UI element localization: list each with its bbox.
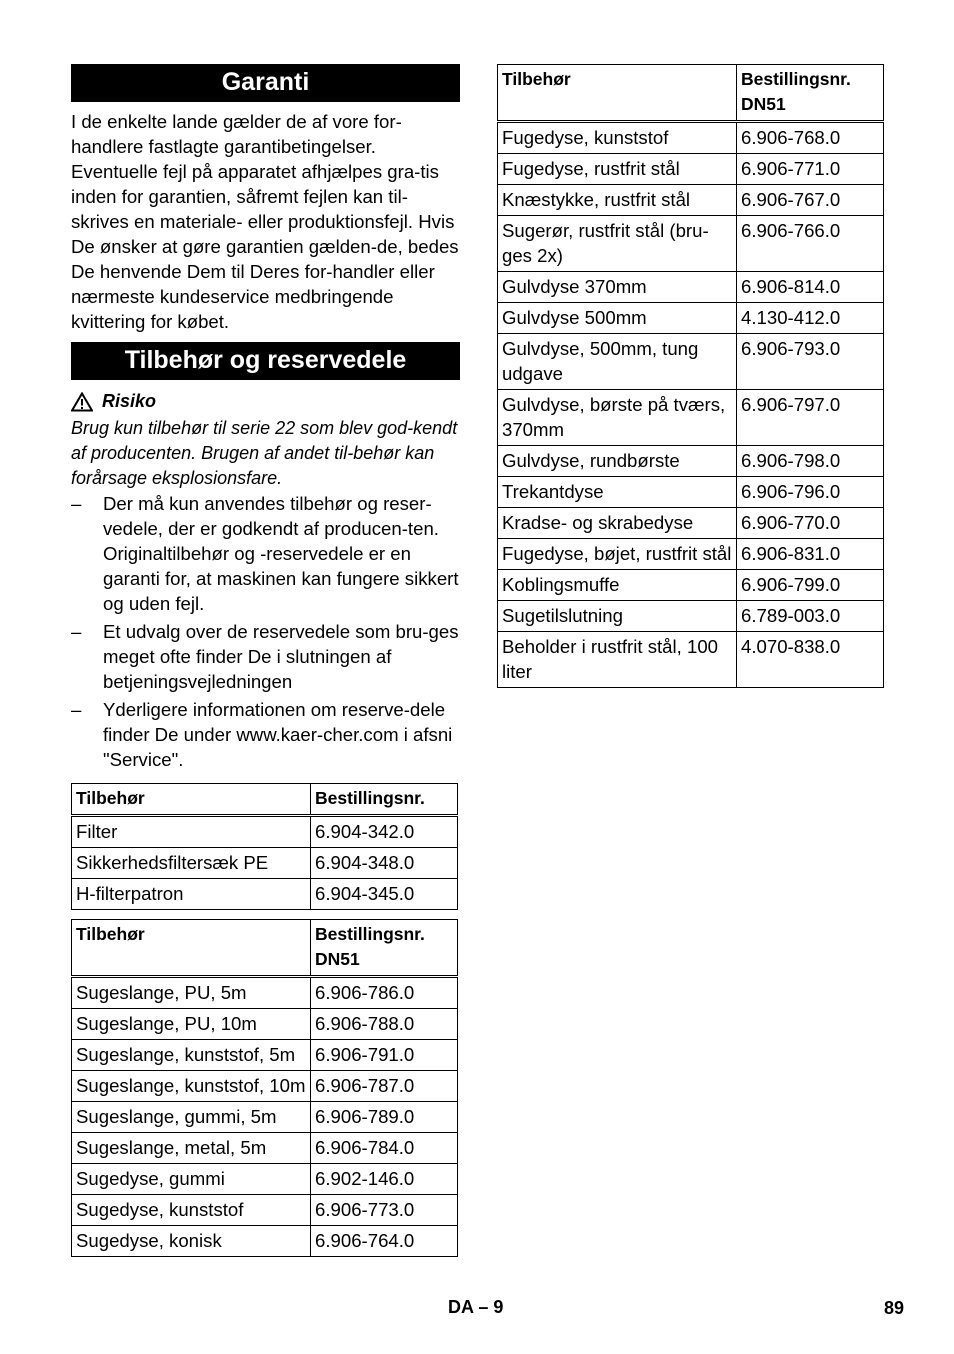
cell-accessory: Fugedyse, kunststof — [498, 122, 737, 154]
cell-order-number: 6.904-348.0 — [311, 848, 458, 879]
language-page-label: DA – 9 — [448, 1297, 504, 1317]
cell-order-number: 6.904-342.0 — [311, 816, 458, 848]
cell-order-number: 6.906-788.0 — [311, 1009, 458, 1040]
tilbehor-heading: Tilbehør og reservedele — [71, 342, 460, 380]
cell-order-number: 6.906-797.0 — [737, 390, 884, 446]
cell-accessory: Sugedyse, gummi — [72, 1164, 311, 1195]
table-row — [72, 1226, 458, 1257]
cell-accessory: Knæstykke, rustfrit stål — [498, 185, 737, 216]
cell-accessory: Fugedyse, bøjet, rustfrit stål — [498, 539, 737, 570]
right-column — [497, 64, 884, 688]
bullet-text: Et udvalg over de reservedele som bru-ges meget ofte finder De i slutningen af betjeningsvejledningen — [103, 621, 459, 692]
table-row — [498, 539, 884, 570]
cell-accessory: Sugedyse, konisk — [72, 1226, 311, 1257]
cell-order-number: 6.906-799.0 — [737, 570, 884, 601]
table-header-order-number: Bestillingsnr. DN51 — [311, 920, 458, 977]
table-row — [72, 1164, 458, 1195]
cell-accessory: Sugeslange, kunststof, 10m — [72, 1071, 311, 1102]
table-header-accessory: Tilbehør — [72, 784, 311, 816]
table-row — [498, 154, 884, 185]
cell-order-number: 6.906-793.0 — [737, 334, 884, 390]
table-row — [498, 122, 884, 154]
table-row — [498, 508, 884, 539]
cell-order-number: 4.130-412.0 — [737, 303, 884, 334]
risk-title-row — [71, 389, 460, 414]
cell-accessory: Fugedyse, rustfrit stål — [498, 154, 737, 185]
cell-accessory: Sugetilslutning — [498, 601, 737, 632]
cell-order-number: 6.902-146.0 — [311, 1164, 458, 1195]
table-row — [72, 848, 458, 879]
cell-accessory: Koblingsmuffe — [498, 570, 737, 601]
table-header-accessory: Tilbehør — [498, 65, 737, 122]
table-header-order-number: Bestillingsnr. DN51 — [737, 65, 884, 122]
cell-accessory: Filter — [72, 816, 311, 848]
list-item — [71, 491, 460, 616]
dash-marker: – — [71, 699, 82, 720]
cell-accessory: Gulvdyse 370mm — [498, 272, 737, 303]
table-row — [498, 272, 884, 303]
accessory-table-filters — [71, 783, 458, 910]
cell-accessory: H-filterpatron — [72, 879, 311, 910]
cell-accessory: Sugeslange, gummi, 5m — [72, 1102, 311, 1133]
table-row — [498, 477, 884, 508]
cell-accessory: Gulvdyse, rundbørste — [498, 446, 737, 477]
table-header-order-number: Bestillingsnr. — [311, 784, 458, 816]
cell-accessory: Sugeslange, PU, 10m — [72, 1009, 311, 1040]
table-row — [498, 303, 884, 334]
cell-order-number: 4.070-838.0 — [737, 632, 884, 688]
cell-accessory: Gulvdyse 500mm — [498, 303, 737, 334]
table-row — [498, 390, 884, 446]
table-row — [72, 816, 458, 848]
cell-accessory: Sikkerhedsfiltersæk PE — [72, 848, 311, 879]
table-row — [498, 601, 884, 632]
cell-order-number: 6.906-784.0 — [311, 1133, 458, 1164]
dash-marker: – — [71, 621, 82, 642]
cell-accessory: Sugeslange, metal, 5m — [72, 1133, 311, 1164]
cell-order-number: 6.906-768.0 — [737, 122, 884, 154]
left-column — [71, 64, 460, 1257]
cell-order-number: 6.906-814.0 — [737, 272, 884, 303]
table-row — [498, 632, 884, 688]
cell-order-number: 6.906-796.0 — [737, 477, 884, 508]
table-row — [72, 1071, 458, 1102]
list-item — [71, 619, 460, 694]
table-row — [498, 446, 884, 477]
cell-order-number: 6.906-767.0 — [737, 185, 884, 216]
accessory-table-nozzles — [497, 64, 884, 688]
cell-order-number: 6.906-791.0 — [311, 1040, 458, 1071]
cell-order-number: 6.906-766.0 — [737, 216, 884, 272]
cell-order-number: 6.904-345.0 — [311, 879, 458, 910]
page-number: 89 — [884, 1298, 905, 1318]
table-row — [72, 1102, 458, 1133]
bullet-text: Yderligere informationen om reserve-dele finder De under www.kaer-cher.com i afsni "Service". — [103, 699, 453, 770]
table-row — [498, 185, 884, 216]
cell-accessory: Gulvdyse, 500mm, tung udgave — [498, 334, 737, 390]
table-row — [498, 216, 884, 272]
warning-triangle-icon — [71, 392, 93, 412]
accessory-table-hoses — [71, 919, 458, 1257]
dash-marker: – — [71, 493, 82, 514]
garanti-text: I de enkelte lande gælder de af vore for-handlere fastlagte garantibetingelser. Eventuelle fejl på apparatet afhjælpes gra-tis inden for garantien, såfremt fejlen kan til-skrives en materiale- eller produktionsfejl. Hvis De ønsker at gøre garantien gælden-de, bedes De henvende Dem til Deres for-handler eller nærmeste kundeservice medbringende kvittering for købet. — [71, 111, 459, 332]
garanti-heading: Garanti — [71, 64, 460, 102]
risk-title: Risiko — [102, 391, 157, 411]
cell-order-number: 6.906-770.0 — [737, 508, 884, 539]
cell-accessory: Sugerør, rustfrit stål (bru-ges 2x) — [498, 216, 737, 272]
cell-order-number: 6.906-831.0 — [737, 539, 884, 570]
table-row — [498, 334, 884, 390]
cell-order-number: 6.906-798.0 — [737, 446, 884, 477]
table-row — [72, 1133, 458, 1164]
cell-order-number: 6.906-773.0 — [311, 1195, 458, 1226]
table-row — [72, 1195, 458, 1226]
cell-order-number: 6.789-003.0 — [737, 601, 884, 632]
info-bullet-list — [71, 491, 460, 772]
list-item — [71, 697, 460, 772]
table-row — [72, 1040, 458, 1071]
table-row — [72, 879, 458, 910]
cell-accessory: Kradse- og skrabedyse — [498, 508, 737, 539]
bullet-text: Der må kun anvendes tilbehør og reser-vedele, der er godkendt af producen-ten. Originaltilbehør og -reservedele er en garanti for, at maskinen kan fungere sikkert og uden fejl. — [103, 493, 459, 614]
cell-accessory: Sugeslange, PU, 5m — [72, 977, 311, 1009]
table-header-accessory: Tilbehør — [72, 920, 311, 977]
cell-order-number: 6.906-787.0 — [311, 1071, 458, 1102]
cell-accessory: Beholder i rustfrit stål, 100 liter — [498, 632, 737, 688]
cell-accessory: Sugedyse, kunststof — [72, 1195, 311, 1226]
cell-accessory: Trekantdyse — [498, 477, 737, 508]
cell-order-number: 6.906-764.0 — [311, 1226, 458, 1257]
cell-order-number: 6.906-771.0 — [737, 154, 884, 185]
table-row — [72, 1009, 458, 1040]
table-row — [72, 977, 458, 1009]
table-row — [498, 570, 884, 601]
cell-accessory: Gulvdyse, børste på tværs, 370mm — [498, 390, 737, 446]
risk-text: Brug kun tilbehør til serie 22 som blev god-kendt af producenten. Brugen af andet til-behør kan forårsage eksplosionsfare. — [71, 418, 458, 488]
cell-accessory: Sugeslange, kunststof, 5m — [72, 1040, 311, 1071]
cell-order-number: 6.906-789.0 — [311, 1102, 458, 1133]
cell-order-number: 6.906-786.0 — [311, 977, 458, 1009]
